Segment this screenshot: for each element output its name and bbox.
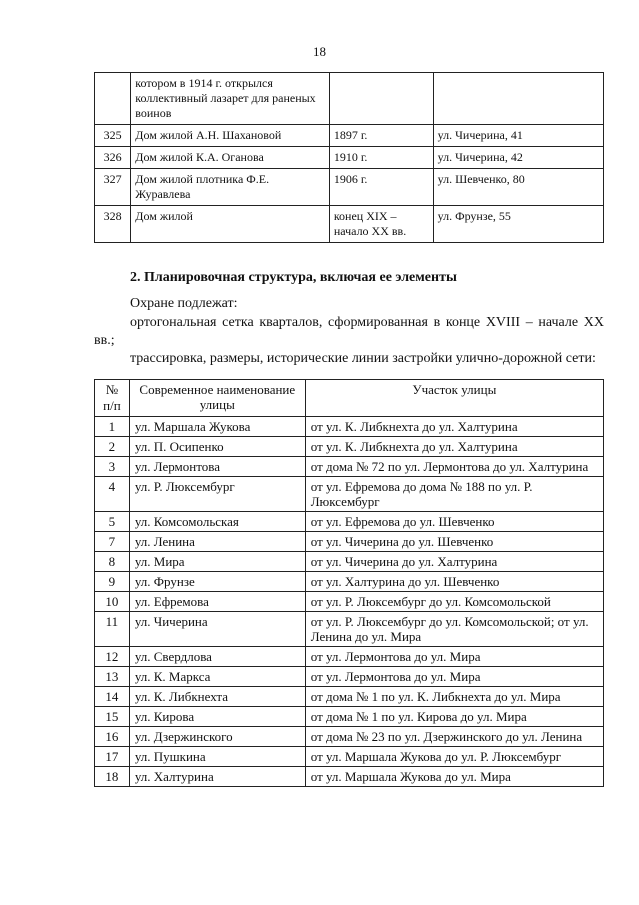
table-row xyxy=(95,532,604,552)
paragraph-protected: Охране подлежат: xyxy=(130,296,238,311)
table-row xyxy=(95,437,604,457)
street-section: от ул. Халтурина до ул. Шевченко xyxy=(305,572,603,592)
row-number: 12 xyxy=(95,647,130,667)
street-name: ул. Мира xyxy=(129,552,305,572)
table-row xyxy=(95,206,604,243)
row-number xyxy=(95,73,131,125)
street-section: от ул. К. Либкнехта до ул. Халтурина xyxy=(305,417,603,437)
object-name: Дом жилой xyxy=(131,206,330,243)
street-name: ул. Кирова xyxy=(129,707,305,727)
object-date: 1910 г. xyxy=(329,147,433,169)
street-name: ул. Р. Люксембург xyxy=(129,477,305,512)
street-section: от ул. Маршала Жукова до ул. Р. Люксембург xyxy=(305,747,603,767)
table-row xyxy=(95,73,604,125)
street-section: от ул. Р. Люксембург до ул. Комсомольской xyxy=(305,592,603,612)
row-number: 11 xyxy=(95,612,130,647)
table-row xyxy=(95,125,604,147)
street-section: от ул. Чичерина до ул. Шевченко xyxy=(305,532,603,552)
row-number: 17 xyxy=(95,747,130,767)
table-row xyxy=(95,647,604,667)
street-section: от дома № 72 по ул. Лермонтова до ул. Халтурина xyxy=(305,457,603,477)
paragraph-routing: трассировка, размеры, исторические линии застройки улично-дорожной сети: xyxy=(130,351,596,366)
row-number: 16 xyxy=(95,727,130,747)
object-address: ул. Шевченко, 80 xyxy=(433,169,603,206)
street-section: от ул. Лермонтова до ул. Мира xyxy=(305,667,603,687)
street-name: ул. Ленина xyxy=(129,532,305,552)
table-row xyxy=(95,477,604,512)
street-section: от ул. Ефремова до дома № 188 по ул. Р. Люксембург xyxy=(305,477,603,512)
street-section: от ул. Р. Люксембург до ул. Комсомольской; от ул. Ленина до ул. Мира xyxy=(305,612,603,647)
street-name: ул. Фрунзе xyxy=(129,572,305,592)
table-row xyxy=(95,767,604,787)
section-title: 2. Планировочная структура, включая ее элементы xyxy=(130,270,457,285)
row-number: 7 xyxy=(95,532,130,552)
table-row xyxy=(95,457,604,477)
street-name: ул. К. Маркса xyxy=(129,667,305,687)
street-name: ул. Чичерина xyxy=(129,612,305,647)
table-row xyxy=(95,169,604,206)
row-number: 9 xyxy=(95,572,130,592)
street-name: ул. Комсомольская xyxy=(129,512,305,532)
row-number: 3 xyxy=(95,457,130,477)
object-date: 1906 г. xyxy=(329,169,433,206)
row-number: 328 xyxy=(95,206,131,243)
street-name: ул. К. Либкнехта xyxy=(129,687,305,707)
street-section: от ул. Ефремова до ул. Шевченко xyxy=(305,512,603,532)
row-number: 15 xyxy=(95,707,130,727)
row-number: 1 xyxy=(95,417,130,437)
table-row xyxy=(95,727,604,747)
row-number: 2 xyxy=(95,437,130,457)
object-date xyxy=(329,73,433,125)
page-number: 18 xyxy=(313,44,326,59)
object-date: конец XIX – начало XX вв. xyxy=(329,206,433,243)
row-number: 18 xyxy=(95,767,130,787)
street-name: ул. П. Осипенко xyxy=(129,437,305,457)
row-number: 13 xyxy=(95,667,130,687)
street-name: ул. Маршала Жукова xyxy=(129,417,305,437)
object-address: ул. Фрунзе, 55 xyxy=(433,206,603,243)
street-section: от ул. Лермонтова до ул. Мира xyxy=(305,647,603,667)
table-row xyxy=(95,747,604,767)
row-number: 8 xyxy=(95,552,130,572)
table-row xyxy=(95,667,604,687)
header-street-section: Участок улицы xyxy=(305,380,603,417)
row-number: 5 xyxy=(95,512,130,532)
table-row xyxy=(95,417,604,437)
header-number: № п/п xyxy=(95,380,130,417)
object-address: ул. Чичерина, 41 xyxy=(433,125,603,147)
object-name: котором в 1914 г. открылся коллективный лазарет для раненых воинов xyxy=(131,73,330,125)
street-section: от ул. Маршала Жукова до ул. Мира xyxy=(305,767,603,787)
object-name: Дом жилой плотника Ф.Е. Журавлева xyxy=(131,169,330,206)
street-section: от ул. К. Либкнехта до ул. Халтурина xyxy=(305,437,603,457)
paragraph-grid: ортогональная сетка кварталов, сформированная в конце XVIII – начале XX вв.; xyxy=(94,315,604,348)
street-section: от дома № 23 по ул. Дзержинского до ул. Ленина xyxy=(305,727,603,747)
object-date: 1897 г. xyxy=(329,125,433,147)
street-section: от ул. Чичерина до ул. Халтурина xyxy=(305,552,603,572)
table-row xyxy=(95,592,604,612)
monuments-table xyxy=(94,72,604,243)
row-number: 14 xyxy=(95,687,130,707)
object-address xyxy=(433,73,603,125)
table-row xyxy=(95,612,604,647)
streets-table xyxy=(94,379,604,787)
object-name: Дом жилой А.Н. Шахановой xyxy=(131,125,330,147)
table-row xyxy=(95,572,604,592)
table-row xyxy=(95,687,604,707)
street-name: ул. Дзержинского xyxy=(129,727,305,747)
street-name: ул. Свердлова xyxy=(129,647,305,667)
table-header-row xyxy=(95,380,604,417)
street-name: ул. Ефремова xyxy=(129,592,305,612)
table-row xyxy=(95,147,604,169)
street-name: ул. Пушкина xyxy=(129,747,305,767)
street-name: ул. Халтурина xyxy=(129,767,305,787)
street-section: от дома № 1 по ул. К. Либкнехта до ул. Мира xyxy=(305,687,603,707)
row-number: 326 xyxy=(95,147,131,169)
street-name: ул. Лермонтова xyxy=(129,457,305,477)
row-number: 327 xyxy=(95,169,131,206)
table-row xyxy=(95,552,604,572)
street-section: от дома № 1 по ул. Кирова до ул. Мира xyxy=(305,707,603,727)
object-address: ул. Чичерина, 42 xyxy=(433,147,603,169)
row-number: 4 xyxy=(95,477,130,512)
row-number: 10 xyxy=(95,592,130,612)
object-name: Дом жилой К.А. Оганова xyxy=(131,147,330,169)
table-row xyxy=(95,512,604,532)
header-street-name: Современное наименование улицы xyxy=(129,380,305,417)
row-number: 325 xyxy=(95,125,131,147)
table-row xyxy=(95,707,604,727)
